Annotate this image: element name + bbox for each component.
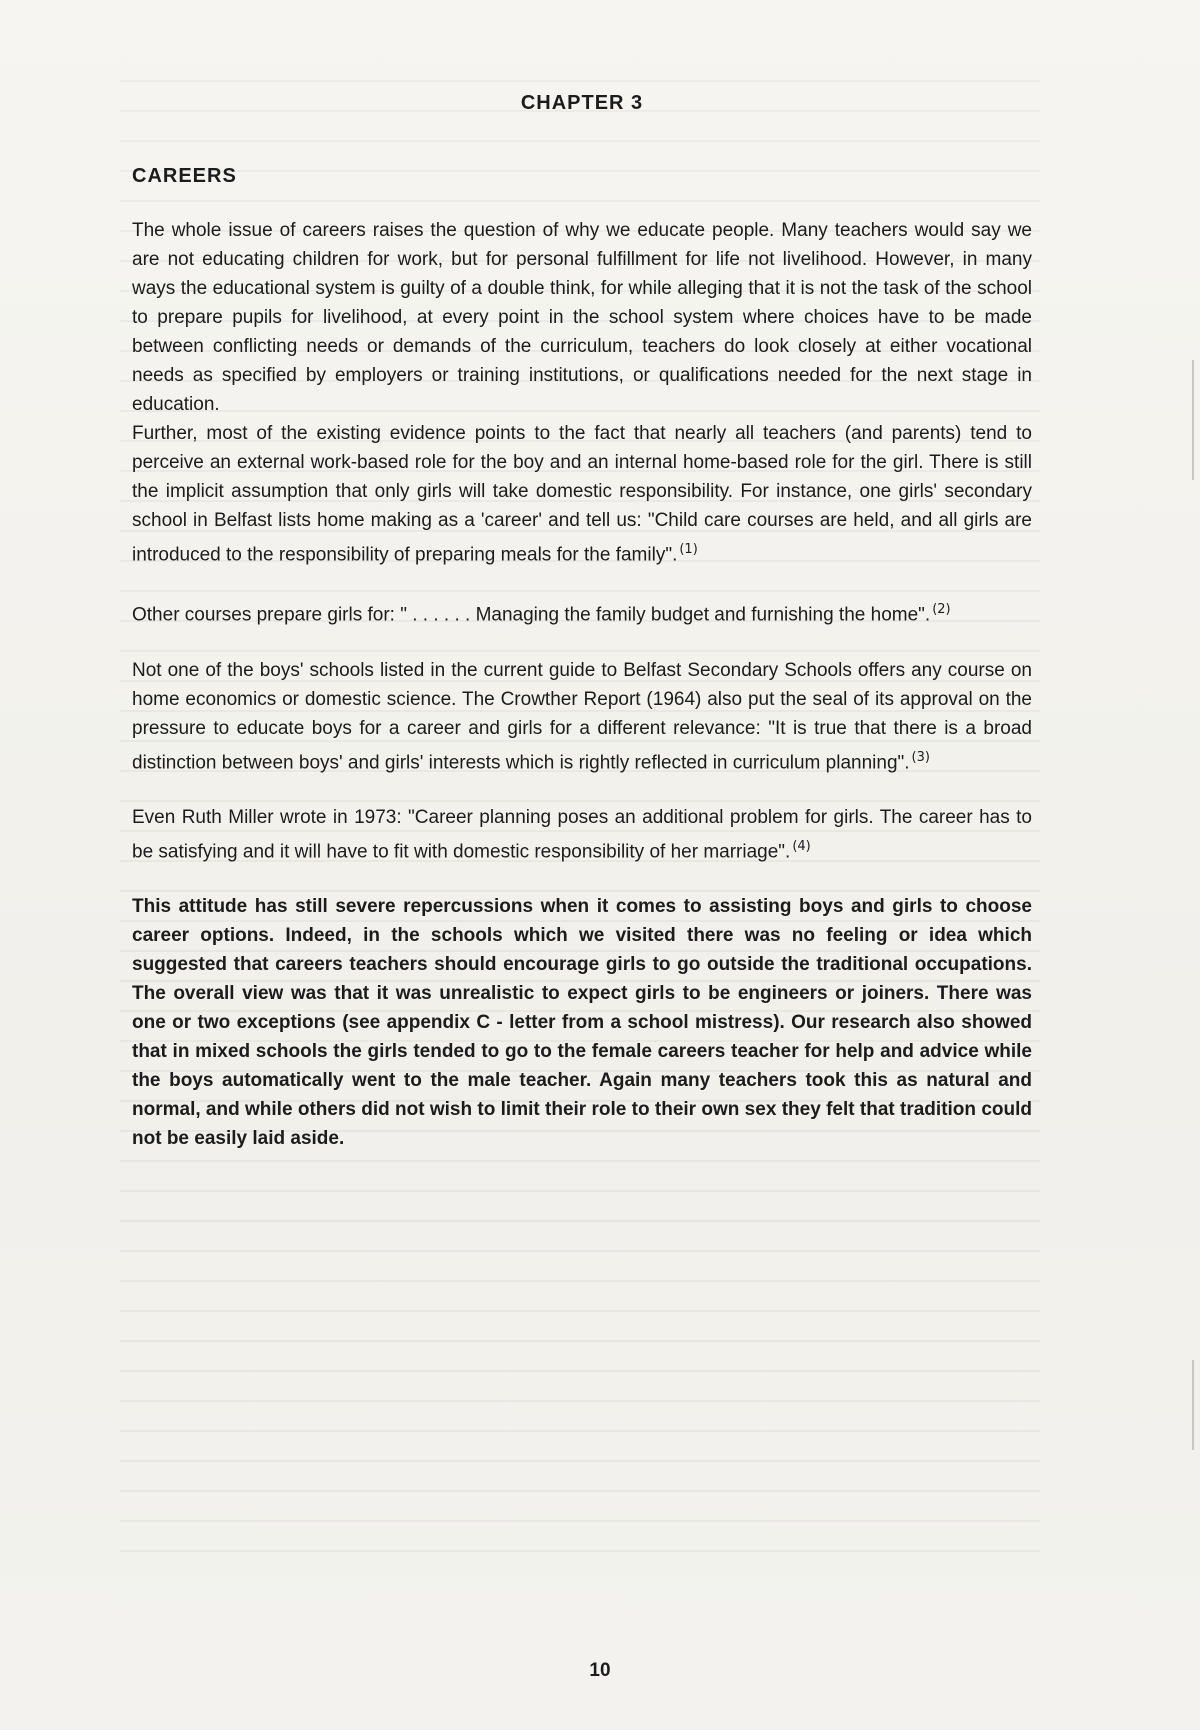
footnote-reference: (3)	[911, 749, 930, 765]
footnote-reference: (4)	[792, 838, 811, 854]
chapter-heading: CHAPTER 3	[520, 92, 644, 114]
footnote-reference: (2)	[932, 602, 951, 618]
paragraph-text: The whole issue of careers raises the question of why we educate people. Many teachers would say we are not educating children for work, but for personal fulfillment for life not livelihood. However, in many ways the educational system is guilty of a double think, for while alleging that it is not the task of the school to prepare pupils for livelihood, at every point in the school system where choices have to be made between conflicting needs or demands of the curriculum, teachers do look closely at either vocational needs as specified by employers or training institutions, or qualifications needed for the next stage in education.	[132, 220, 1032, 415]
paragraph	[132, 656, 1032, 777]
paragraph	[132, 216, 1032, 419]
paragraph-text: Further, most of the existing evidence points to the fact that nearly all teachers (and parents) tend to perceive an external work-based role for the boy and an internal home-based role for the girl. There is still the implicit assumption that only girls will take domestic responsibility. For instance, one girls' secondary school in Belfast lists home making as a 'career' and tell us: "Child care courses are held, and all girls are introduced to the responsibility of preparing meals for the family".	[132, 423, 1032, 566]
paragraph	[132, 892, 1032, 1153]
paragraph	[132, 803, 1032, 866]
page-edge-mark	[1192, 1360, 1194, 1450]
paragraph-text: Not one of the boys' schools listed in the current guide to Belfast Secondary Schools offers any course on home economics or domestic science. The Crowther Report (1964) also put the seal of its approval on the pressure to educate boys for a career and girls for a different relevance: "It is true that there is a broad distinction between boys' and girls' interests which is rightly reflected in curriculum planning".	[132, 659, 1032, 773]
paragraph-spacer	[132, 866, 1032, 892]
paragraph	[132, 419, 1032, 569]
page-content	[132, 92, 1032, 1153]
paragraph-spacer	[132, 630, 1032, 656]
paragraph-text: Even Ruth Miller wrote in 1973: "Career planning poses an additional problem for girls. The career has to be satisfying and it will have to fit with domestic responsibility of her marriage".	[132, 806, 1032, 863]
paragraph-text: This attitude has still severe repercussions when it comes to assisting boys and girls to choose career options. Indeed, in the schools which we visited there was no feeling or idea which suggested that careers teachers should encourage girls to go outside the traditional occupations. The overall view was that it was unrealistic to expect girls to be engineers or joiners. There was one or two exceptions (see appendix C - letter from a school mistress). Our research also showed that in mixed schools the girls tended to go to the female careers teacher for help and advice while the boys automatically went to the male teacher. Again many teachers took this as natural and normal, and while others did not wish to limit their role to their own sex they felt that tradition could not be easily laid aside.	[132, 896, 1032, 1150]
paragraph-spacer	[132, 777, 1032, 803]
paragraph-spacer	[132, 569, 1032, 595]
page-edge-mark	[1192, 360, 1194, 480]
paragraph	[132, 595, 1032, 629]
page-number: 10	[589, 1660, 611, 1681]
footnote-reference: (1)	[679, 542, 698, 557]
section-title: CAREERS	[132, 165, 237, 187]
paragraph-text: Other courses prepare girls for: " . . . . . . Managing the family budget and furnishing the home".	[132, 604, 931, 626]
